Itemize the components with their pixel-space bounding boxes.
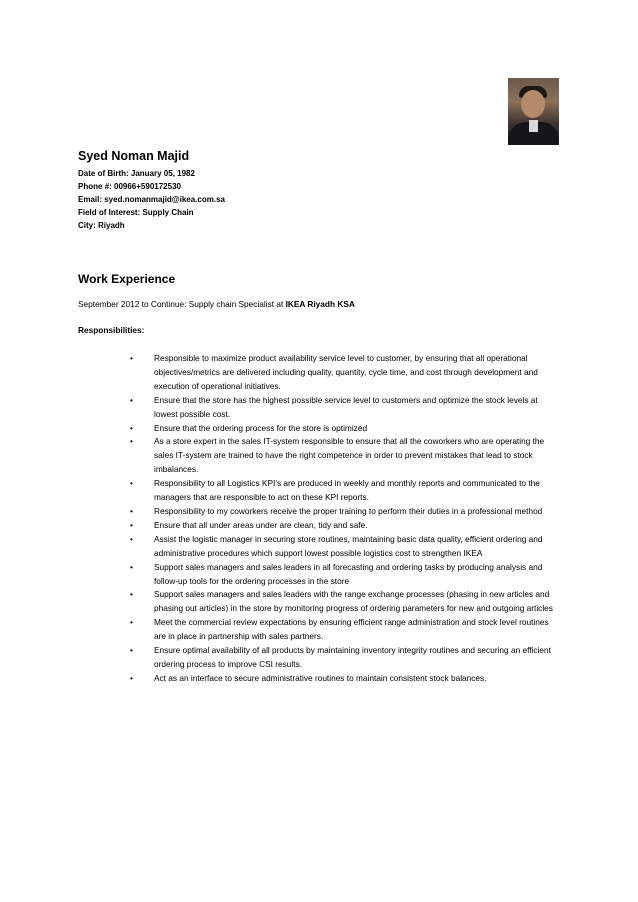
- bullet: •: [130, 617, 133, 628]
- item-text: Ensure that the store has the highest possible service level to customers and optimize the stock levels at lowest possible cost.: [154, 394, 538, 419]
- profile-photo: [508, 78, 559, 145]
- bullet: •: [130, 478, 133, 489]
- list-item: [130, 616, 562, 644]
- bullet: •: [130, 353, 133, 363]
- item-text: Responsibility to all Logistics KPI’s are produced in weekly and monthly reports and communicated to the managers that are responsible to act on these KPI reports.: [154, 478, 540, 503]
- email-address: Email: syed.nomanmajid@ikea.com.sa: [78, 195, 225, 204]
- date-of-birth: Date of Birth: January 05, 1982: [78, 169, 195, 178]
- list-item: [130, 435, 562, 477]
- bullet: •: [130, 422, 133, 433]
- field-of-interest: Field of Interest: Supply Chain: [78, 208, 194, 217]
- personal-info: [78, 167, 225, 232]
- bullet: •: [130, 394, 133, 405]
- bullet: •: [130, 533, 133, 544]
- item-text: Responsible to maximize product availability service level to customer, by ensuring that all operational objectives/metrics are delivered including quality, quantity, cycle time, and cost through development and execution of operational initiatives.: [154, 353, 538, 391]
- list-item: [130, 561, 562, 589]
- list-item: [130, 505, 562, 519]
- bullet: •: [130, 436, 133, 447]
- item-text: Support sales managers and sales leaders with the range exchange processes (phasing in new articles and phasing out articles) in the store by monitoring progress of ordering parameters for new and outgoing articles: [154, 589, 553, 614]
- list-item: [130, 588, 562, 616]
- list-item: [130, 477, 562, 505]
- item-text: Ensure optimal availability of all products by maintaining inventory integrity routines and securing an efficient ordering process to improve CSI results.: [154, 645, 551, 669]
- responsibilities-list: [130, 352, 562, 686]
- photo-collar: [529, 120, 538, 132]
- list-item: [130, 533, 562, 561]
- item-text: Assist the logistic manager in securing store routines, maintaining basic data quality, efficient ordering and administrative procedures which support lowest possible logistics cost to strengthen IKEA: [154, 533, 543, 558]
- job-company: IKEA Riyadh KSA: [285, 299, 355, 309]
- work-experience-heading: Work Experience: [78, 272, 176, 286]
- item-text: As a store expert in the sales IT-system responsible to ensure that all the coworkers who are operating the sales IT-system are trained to have the right competence in order to prevent mistakes that lead to stock imbalances.: [154, 436, 545, 475]
- item-text: Act as an interface to secure administrative routines to maintain consistent stock balances.: [154, 672, 487, 683]
- job-period-role: September 2012 to Continue: Supply chain Specialist at: [78, 299, 286, 309]
- job-line: [78, 299, 355, 309]
- item-text: Responsibility to my coworkers receive the proper training to perform their duties in a professional method: [154, 505, 543, 516]
- item-text: Meet the commercial review expectations by ensuring efficient range administration and stock level routines are in place in partnership with sales partners.: [154, 617, 549, 642]
- city: City: Riyadh: [78, 221, 125, 230]
- list-item: [130, 644, 562, 672]
- list-item: [130, 422, 562, 436]
- item-text: Ensure that all under areas under are clean, tidy and safe.: [154, 519, 368, 530]
- candidate-name: Syed Noman Majid: [78, 149, 190, 163]
- item-text: Support sales managers and sales leaders in all forecasting and ordering tasks by producing analysis and follow-up tools for the ordering processes in the store: [154, 561, 543, 586]
- bullet: •: [130, 672, 133, 683]
- list-item: [130, 519, 562, 533]
- bullet: •: [130, 519, 133, 530]
- item-text: Ensure that the ordering process for the store is optimized: [154, 422, 368, 433]
- list-item: [130, 394, 562, 422]
- bullet: •: [130, 561, 133, 572]
- list-item: [130, 672, 562, 686]
- bullet: •: [130, 505, 133, 516]
- phone-number: Phone #: 00966+590172530: [78, 182, 181, 191]
- bullet: •: [130, 589, 133, 600]
- bullet: •: [130, 645, 133, 656]
- list-item: [130, 352, 562, 394]
- photo-face: [521, 90, 545, 118]
- responsibilities-label: Responsibilities:: [78, 325, 145, 335]
